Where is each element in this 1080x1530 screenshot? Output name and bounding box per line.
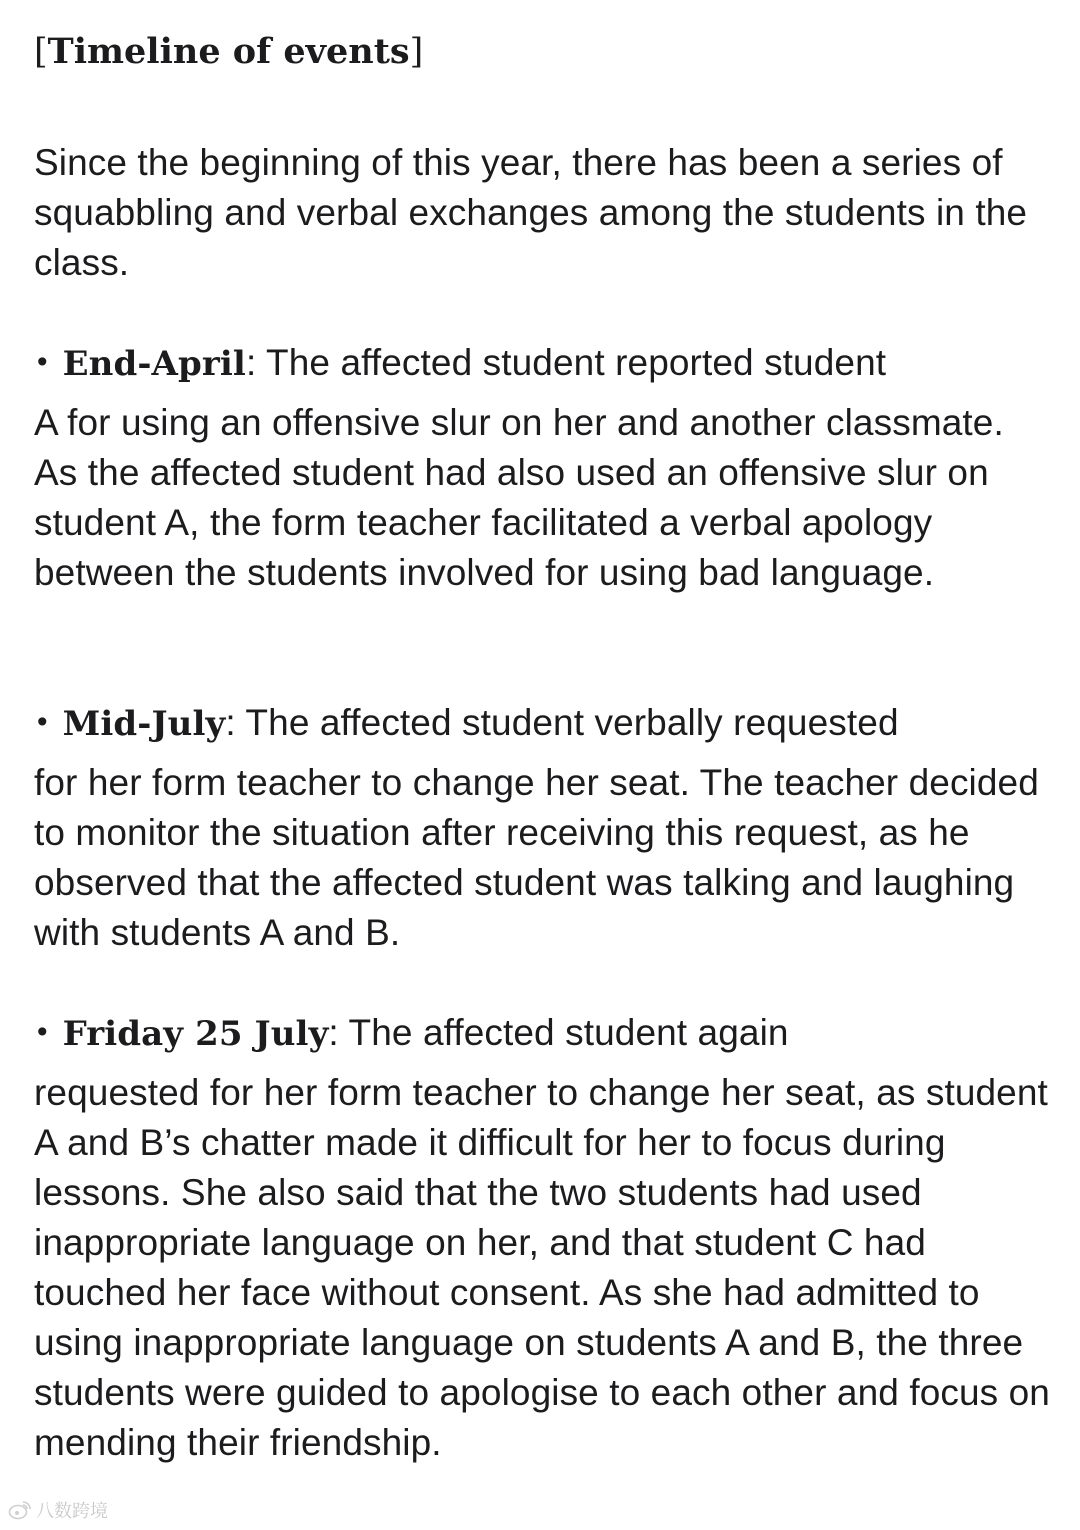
event-lead-text: : The affected student again	[328, 1012, 789, 1053]
event-body-text: for her form teacher to change her seat. The teacher decided to monitor the situation after receiving this request, as he observed that the affected student was talking and laughing with students A and B.	[34, 762, 1039, 953]
title-close-bracket: ]	[409, 32, 424, 72]
title-open-bracket: [	[34, 32, 48, 72]
bullet-icon: •	[34, 346, 51, 379]
bullet-icon: •	[34, 706, 51, 739]
bullet-icon: •	[34, 1016, 51, 1049]
event-lead-text: : The affected student reported student	[245, 342, 887, 383]
event-date: Friday 25 July	[62, 1014, 329, 1054]
timeline-event	[34, 1008, 1054, 1468]
timeline-event	[34, 338, 1054, 598]
event-heading	[34, 698, 1054, 758]
page-title	[34, 26, 423, 78]
watermark-text: 八数跨境	[36, 1501, 108, 1522]
intro-paragraph: Since the beginning of this year, there has been a series of squabbling and verbal exchanges among the students in the class.	[34, 142, 1028, 283]
event-body-text: requested for her form teacher to change her seat, as student A and B’s chatter made it difficult for her to focus during lessons. She also said that the two students had used inappropriate language on her, and that student C had touched her face without consent. As she had admitted to using inappropriate language on students A and B, the three students were guided to apologise to each other and focus on mending their friendship.	[34, 1072, 1050, 1463]
weibo-icon	[8, 1499, 32, 1521]
watermark	[8, 1497, 108, 1523]
event-body-text: A for using an offensive slur on her and another classmate. As the affected student had also used an offensive slur on student A, the form teacher facilitated a verbal apology between the students involved for using bad language.	[34, 402, 1004, 593]
event-lead-text: : The affected student verbally requested	[225, 702, 899, 743]
timeline-event	[34, 698, 1054, 958]
event-date: End-April	[62, 344, 246, 384]
title-text: Timeline of events	[47, 31, 410, 72]
event-date: Mid-July	[62, 704, 226, 744]
event-heading	[34, 1008, 1054, 1068]
event-heading	[34, 338, 1054, 398]
